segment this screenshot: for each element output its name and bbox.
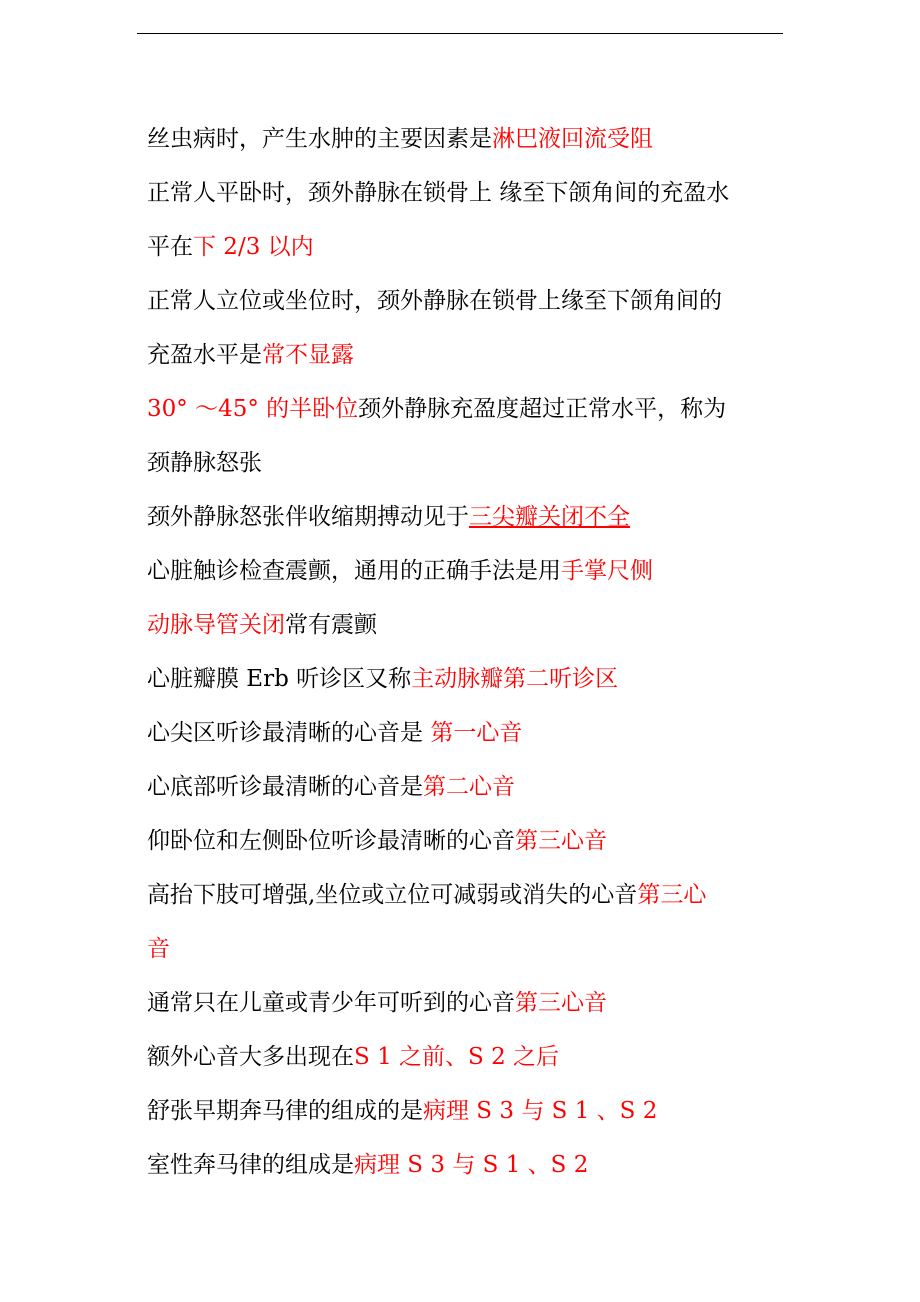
text-line — [147, 598, 787, 652]
text-line — [147, 382, 787, 436]
answer-text: 第三心音 — [515, 990, 607, 1016]
text-line — [147, 1084, 787, 1138]
question-text: 通常只在儿童或青少年可听到的心音 — [147, 990, 515, 1016]
answer-text: 手掌尺侧 — [561, 558, 653, 584]
question-text: 颈外静脉怒张伴收缩期搏动见于 — [147, 504, 469, 530]
answer-text: S 1 之前、S 2 之后 — [354, 1044, 560, 1070]
question-text: 心尖区听诊最清晰的心音是 — [147, 720, 431, 746]
text-line — [147, 652, 787, 706]
text-line — [147, 706, 787, 760]
question-text: 室性奔马律的组成是 — [147, 1152, 354, 1178]
answer-text: 下 2/3 以内 — [193, 234, 314, 260]
question-text: 正常人立位或坐位时，颈外静脉在锁骨上缘至下颌角间的 — [147, 288, 722, 314]
header-rule — [137, 33, 783, 34]
text-line — [147, 166, 787, 220]
text-line — [147, 868, 787, 922]
answer-text: 30° ～45° 的半卧位 — [147, 396, 359, 422]
answer-text: 第二心音 — [423, 774, 515, 800]
question-text: 高抬下肢可增强,坐位或立位可减弱或消失的心音 — [147, 882, 638, 908]
answer-text: 主动脉瓣第二听诊区 — [411, 666, 619, 692]
question-text: 颈外静脉充盈度超过正常水平，称为 — [358, 396, 727, 422]
question-text: 充盈水平是 — [147, 342, 262, 368]
question-text: 丝虫病时，产生水肿的主要因素是 — [147, 126, 492, 152]
text-line — [147, 976, 787, 1030]
question-text: 平在 — [147, 234, 193, 260]
answer-text: 第三心 — [637, 882, 707, 908]
text-line — [147, 1030, 787, 1084]
text-line — [147, 328, 787, 382]
text-line — [147, 922, 787, 976]
answer-text: 三尖瓣关闭不全 — [469, 504, 630, 530]
question-text: 颈静脉怒张 — [147, 450, 262, 476]
document-body — [147, 112, 787, 1192]
text-line — [147, 1138, 787, 1192]
question-text: 舒张早期奔马律的组成的是 — [147, 1098, 423, 1124]
answer-text: 动脉导管关闭 — [147, 612, 285, 638]
answer-text: 第三心音 — [515, 828, 607, 854]
answer-text: 淋巴液回流受阻 — [492, 126, 653, 152]
question-text: 心底部听诊最清晰的心音是 — [147, 774, 423, 800]
text-line — [147, 274, 787, 328]
answer-text: 第一心音 — [430, 720, 523, 746]
text-line — [147, 490, 787, 544]
text-line — [147, 760, 787, 814]
question-text: 额外心音大多出现在 — [147, 1044, 354, 1070]
answer-text: 病理 S 3 与 S 1 、S 2 — [354, 1152, 589, 1178]
answer-text: 音 — [147, 936, 170, 962]
question-text: 心脏触诊检查震颤，通用的正确手法是用 — [147, 558, 561, 584]
text-line — [147, 436, 787, 490]
question-text: 正常人平卧时，颈外静脉在锁骨上 缘至下颌角间的充盈水 — [147, 180, 730, 206]
answer-text: 病理 S 3 与 S 1 、S 2 — [423, 1098, 658, 1124]
question-text: 常有震颤 — [285, 612, 377, 638]
question-text: 心脏瓣膜 Erb 听诊区又称 — [147, 666, 412, 692]
text-line — [147, 814, 787, 868]
answer-text: 常不显露 — [262, 342, 354, 368]
text-line — [147, 112, 787, 166]
text-line — [147, 220, 787, 274]
question-text: 仰卧位和左侧卧位听诊最清晰的心音 — [147, 828, 515, 854]
text-line — [147, 544, 787, 598]
